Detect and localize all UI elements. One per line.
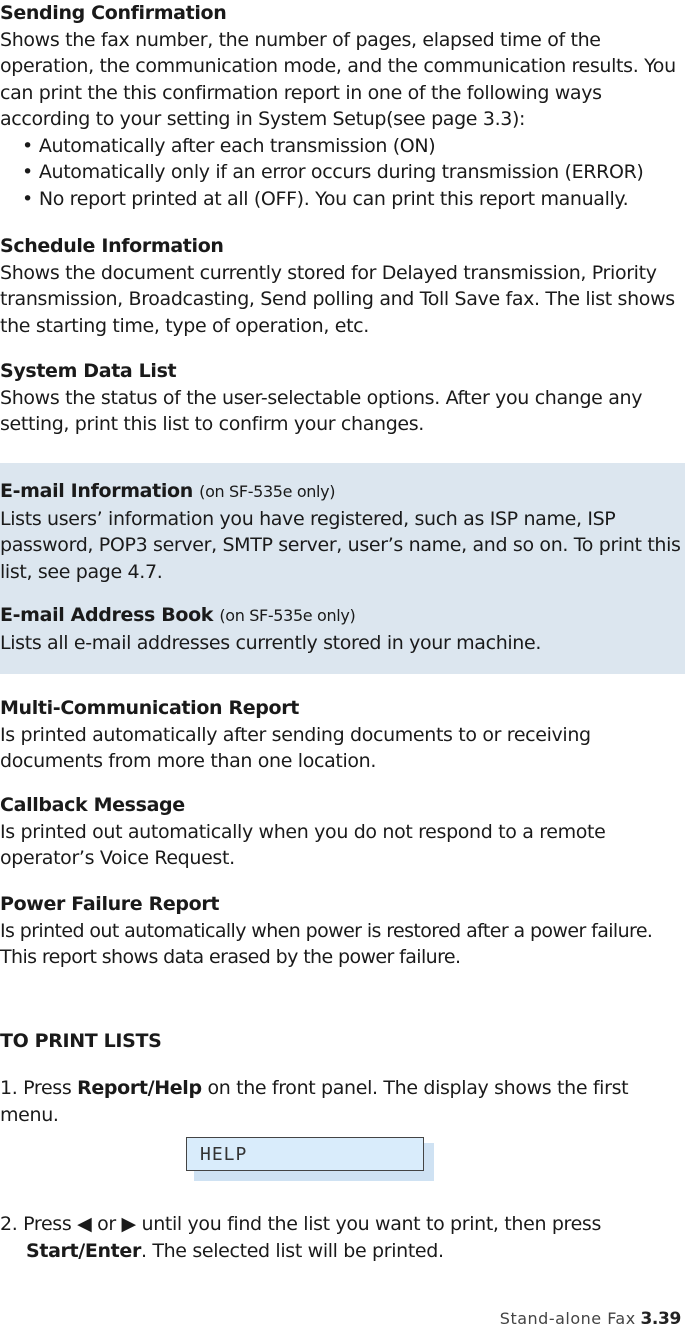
section-title: E-mail Address Book [0, 604, 214, 626]
section-title: Sending Confirmation [0, 2, 227, 24]
step-text-post: on the front panel. The display shows the first menu. [0, 1077, 629, 1126]
section-body: Lists users’ information you have registered, such as ISP name, ISP password, POP3 server, SMTP server, user’s name, and so on. To print this list, see page 4.7. [0, 507, 681, 583]
page-footer [500, 1307, 681, 1331]
print-lists-heading: TO PRINT LISTS [0, 1030, 162, 1052]
section-title: System Data List [0, 360, 177, 382]
section-email-information [0, 478, 685, 585]
section-title: E-mail Information [0, 480, 193, 502]
section-email-address-book [0, 602, 685, 656]
chapter-label: Stand-alone Fax [499, 1309, 636, 1328]
bullet-item: • Automatically after each transmission (ON) [0, 133, 685, 160]
section-system-data-list [0, 358, 685, 438]
lcd-display [186, 1137, 432, 1180]
bullet-item: • Automatically only if an error occurs during transmission (ERROR) [0, 159, 685, 186]
section-callback-message [0, 792, 685, 872]
print-lists-heading-block [0, 1028, 685, 1055]
section-heading-line [0, 602, 685, 630]
report-help-key: Report/Help [77, 1077, 202, 1099]
bullet-list [0, 133, 685, 213]
step-2 [0, 1211, 685, 1264]
section-title: Schedule Information [0, 235, 224, 257]
section-body: Is printed out automatically when power is restored after a power failure. This report shows data erased by the power failure. [0, 919, 653, 968]
left-arrow-icon: ◀ [77, 1213, 92, 1235]
section-body: Shows the document currently stored for Delayed transmission, Priority transmission, Broadcasting, Send polling and Toll Save fax. The list shows the starting time, type of operation, etc. [0, 261, 675, 337]
section-heading-line [0, 478, 685, 506]
section-body: Is printed out automatically when you do not respond to a remote operator’s Voice Request. [0, 820, 606, 869]
page-number: 3.39 [640, 1309, 681, 1329]
section-power-failure-report [0, 891, 685, 971]
section-body: Lists all e-mail addresses currently stored in your machine. [0, 631, 542, 654]
step-text-pre: Press [23, 1213, 72, 1235]
section-title: Callback Message [0, 794, 185, 816]
step-1 [0, 1075, 685, 1128]
step-text-mid: until you find the list you want to print, then press [141, 1213, 602, 1235]
section-body: Is printed automatically after sending documents to or receiving documents from more than one location. [0, 723, 591, 772]
model-note: (on SF-535e only) [219, 606, 356, 625]
model-note: (on SF-535e only) [199, 482, 336, 501]
section-sending-confirmation [0, 0, 685, 212]
step-number: 2. [0, 1213, 18, 1235]
step-text-pre: Press [23, 1077, 72, 1099]
section-multi-communication-report [0, 695, 685, 775]
section-schedule-information [0, 233, 685, 339]
bullet-item: • No report printed at all (OFF). You can print this report manually. [0, 186, 685, 213]
section-body: Shows the status of the user-selectable options. After you change any setting, print this list to confirm your changes. [0, 386, 643, 435]
step-text-post: . The selected list will be printed. [140, 1239, 444, 1262]
right-arrow-icon: ▶ [121, 1213, 136, 1235]
section-body: Shows the fax number, the number of pages, elapsed time of the operation, the communication mode, and the communication results. You can print the this confirmation report in one of the following ways according to your setting in System Setup(see page 3.3): [0, 28, 676, 130]
section-title: Multi-Communication Report [0, 697, 299, 719]
start-enter-key: Start/Enter [26, 1239, 141, 1262]
step-text-or: or [97, 1213, 116, 1235]
step-number: 1. [0, 1077, 18, 1099]
section-title: Power Failure Report [0, 893, 220, 915]
lcd-screen: HELP [186, 1137, 424, 1171]
